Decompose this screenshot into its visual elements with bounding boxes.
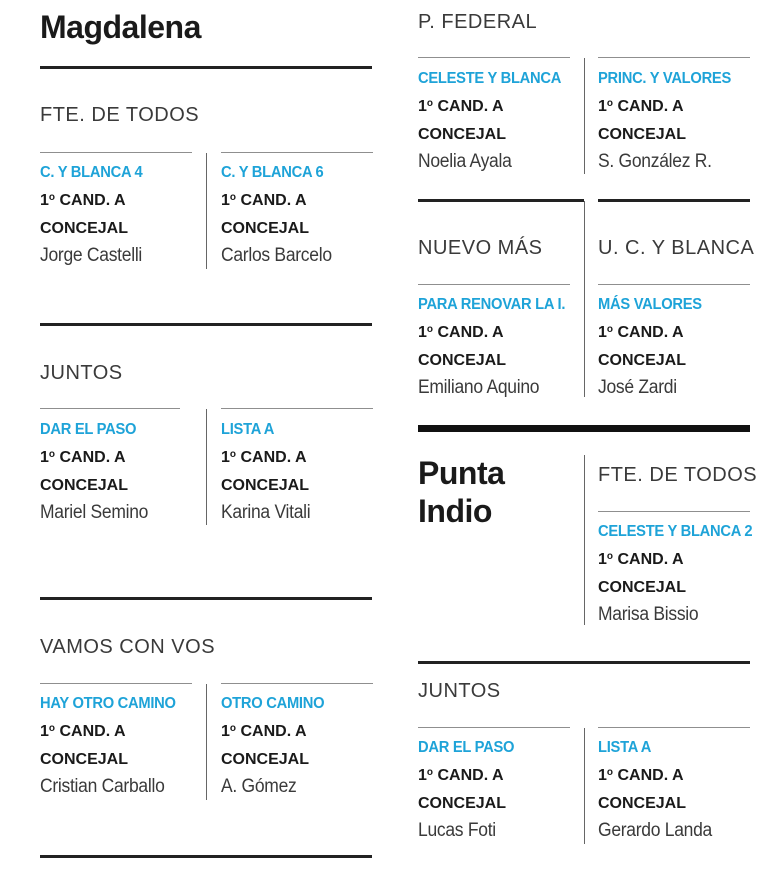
candidate-rule xyxy=(418,284,570,285)
list-name: LISTA A xyxy=(598,739,652,756)
candidate-role: 1$^o$ CAND. A xyxy=(221,192,307,209)
candidate-role-line2: CONCEJAL xyxy=(221,220,310,237)
candidate-name: Jorge Castelli xyxy=(40,245,143,266)
candidate-rule xyxy=(598,284,750,285)
candidate-role: 1$^o$ CAND. A xyxy=(418,98,504,115)
region-title-magdalena: Magdalena xyxy=(40,9,201,45)
candidate-role-line2: CONCEJAL xyxy=(418,352,507,369)
party-name: FTE. DE TODOS xyxy=(598,464,758,486)
section-divider xyxy=(598,199,750,202)
candidate-role: 1$^o$ CAND. A xyxy=(598,98,684,115)
candidate-role: 1$^o$ CAND. A xyxy=(598,551,684,568)
list-name: DAR EL PASO xyxy=(40,421,137,438)
section-divider xyxy=(40,855,372,858)
column-separator xyxy=(206,153,207,269)
candidate-name: S. González R. xyxy=(598,151,712,172)
candidate-role: 1$^o$ CAND. A xyxy=(221,449,307,466)
candidate-card xyxy=(418,737,576,844)
candidate-card xyxy=(221,419,379,526)
list-name: PRINC. Y VALORES xyxy=(598,70,732,87)
candidate-role: 1$^o$ CAND. A xyxy=(598,767,684,784)
region-divider xyxy=(418,425,750,432)
list-name: C. Y BLANCA 6 xyxy=(221,164,324,181)
candidate-name: Carlos Barcelo xyxy=(221,245,332,266)
candidate-rule xyxy=(598,727,750,728)
candidate-rule xyxy=(40,152,192,153)
candidate-rule xyxy=(418,57,570,58)
candidate-role-line2: CONCEJAL xyxy=(221,751,310,768)
candidate-rule xyxy=(40,408,180,409)
list-name: CELESTE Y BLANCA 2 xyxy=(598,523,753,540)
column-separator xyxy=(206,684,207,800)
candidate-role: 1$^o$ CAND. A xyxy=(40,192,126,209)
candidate-card xyxy=(598,68,756,175)
list-name: DAR EL PASO xyxy=(418,739,515,756)
candidate-name: José Zardi xyxy=(598,377,677,398)
candidate-card xyxy=(40,419,198,526)
candidate-role-line2: CONCEJAL xyxy=(221,477,310,494)
list-name: C. Y BLANCA 4 xyxy=(40,164,143,181)
list-name: LISTA A xyxy=(221,421,275,438)
candidate-role-line2: CONCEJAL xyxy=(598,579,687,596)
candidate-name: A. Gómez xyxy=(221,776,297,797)
candidate-card xyxy=(40,162,198,269)
candidate-role-line2: CONCEJAL xyxy=(598,352,687,369)
candidate-rule xyxy=(40,683,192,684)
section-divider xyxy=(40,66,372,69)
party-name: FTE. DE TODOS xyxy=(40,104,200,126)
candidate-name: Gerardo Landa xyxy=(598,820,713,841)
party-name: JUNTOS xyxy=(40,362,123,384)
candidate-name: Lucas Foti xyxy=(418,820,496,841)
column-separator xyxy=(584,58,585,174)
candidate-card xyxy=(418,294,576,401)
list-name: CELESTE Y BLANCA xyxy=(418,70,562,87)
candidate-card xyxy=(40,693,198,800)
party-name: VAMOS CON VOS xyxy=(40,636,216,658)
candidate-card xyxy=(598,294,756,401)
candidate-role-line2: CONCEJAL xyxy=(40,220,129,237)
candidate-card xyxy=(221,693,379,800)
column-separator xyxy=(206,409,207,525)
list-name: OTRO CAMINO xyxy=(221,695,325,712)
candidate-role-line2: CONCEJAL xyxy=(40,751,129,768)
candidate-role: 1$^o$ CAND. A xyxy=(40,449,126,466)
party-name: JUNTOS xyxy=(418,680,501,702)
candidate-rule xyxy=(418,727,570,728)
candidate-role: 1$^o$ CAND. A xyxy=(598,324,684,341)
candidate-name: Emiliano Aquino xyxy=(418,377,540,398)
candidate-role-line2: CONCEJAL xyxy=(418,795,507,812)
candidate-role: 1$^o$ CAND. A xyxy=(221,723,307,740)
candidate-rule xyxy=(598,511,750,512)
candidate-rule xyxy=(221,152,373,153)
candidate-name: Marisa Bissio xyxy=(598,604,699,625)
list-name: PARA RENOVAR LA I. xyxy=(418,296,566,313)
candidate-role-line2: CONCEJAL xyxy=(418,126,507,143)
candidate-role-line2: CONCEJAL xyxy=(598,126,687,143)
candidate-rule xyxy=(221,683,373,684)
candidate-card xyxy=(598,521,756,628)
party-name: U. C. Y BLANCA xyxy=(598,237,755,259)
section-divider xyxy=(40,597,372,600)
candidate-role: 1$^o$ CAND. A xyxy=(418,767,504,784)
list-name: MÁS VALORES xyxy=(598,296,702,313)
candidate-name: Cristian Carballo xyxy=(40,776,165,797)
region-title-punta-indio: Punta Indio xyxy=(418,455,505,529)
candidate-role: 1$^o$ CAND. A xyxy=(418,324,504,341)
candidate-role: 1$^o$ CAND. A xyxy=(40,723,126,740)
candidate-card xyxy=(418,68,576,175)
candidate-card xyxy=(598,737,756,844)
section-divider xyxy=(418,199,584,202)
list-name: HAY OTRO CAMINO xyxy=(40,695,176,712)
column-separator xyxy=(584,455,585,625)
candidate-card xyxy=(221,162,379,269)
candidate-name: Mariel Semino xyxy=(40,502,149,523)
section-divider xyxy=(40,323,372,326)
party-name: NUEVO MÁS xyxy=(418,237,543,259)
candidate-name: Karina Vitali xyxy=(221,502,311,523)
column-separator xyxy=(584,201,585,397)
candidate-role-line2: CONCEJAL xyxy=(40,477,129,494)
party-name: P. FEDERAL xyxy=(418,11,538,33)
candidate-name: Noelia Ayala xyxy=(418,151,512,172)
column-separator xyxy=(584,728,585,844)
candidate-rule xyxy=(221,408,373,409)
section-divider xyxy=(418,661,750,664)
candidate-role-line2: CONCEJAL xyxy=(598,795,687,812)
candidate-rule xyxy=(598,57,750,58)
